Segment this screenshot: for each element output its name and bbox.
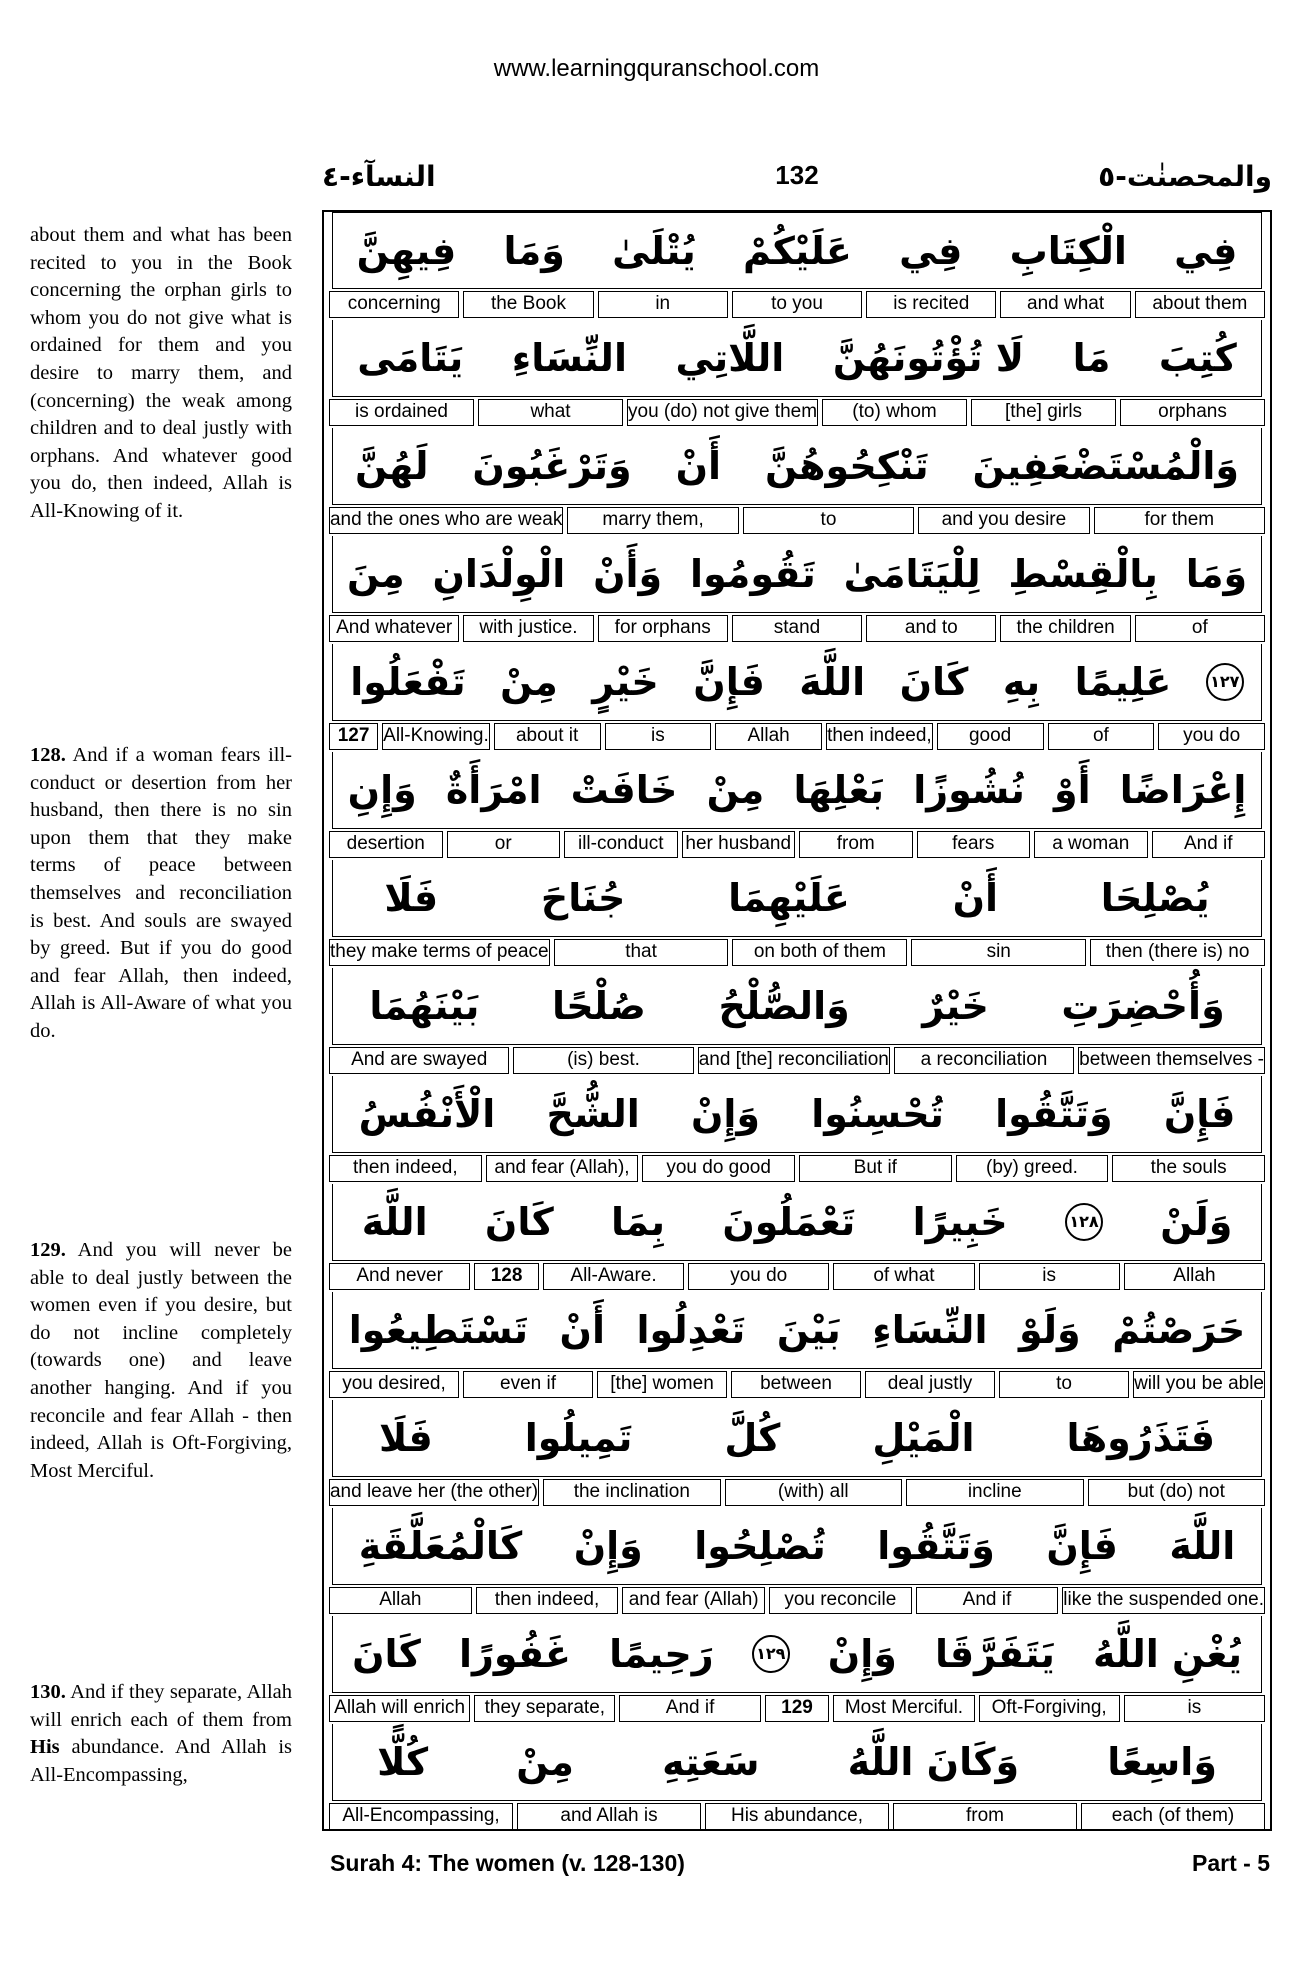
english-gloss-line [327,291,1267,318]
english-gloss: All-Knowing. [382,723,490,750]
english-gloss: and Allah is [517,1803,701,1830]
english-gloss: you do [688,1263,829,1290]
arabic-line [332,536,1262,613]
arabic-word: كَالْمُعَلَّقَةِ [358,1524,523,1568]
arabic-word: بِالْقِسْطِ [1008,552,1158,596]
english-gloss: then indeed, [476,1587,619,1614]
ayah-marker: ١٢٩ [752,1635,790,1673]
english-gloss: ill-conduct [564,831,678,858]
arabic-word: أَنْ [952,876,999,920]
arabic-word: تُصْلِحُوا [694,1524,826,1568]
english-gloss: to [743,507,914,534]
translation-paragraph-128: 128. And if a woman fears ill-conduct or desertion from her husband, then there is no sin upon them that they make terms of peace between themselves and reconciliation is best. And souls are swayed by greed. But if you do good and fear Allah, then indeed, Allah is All-Aware of what you do. [30,744,292,1042]
arabic-word: وَأَنْ [593,552,663,596]
arabic-word: بَيْنَ [776,1308,841,1352]
arabic-word: اللَّهَ [799,660,866,704]
verse-row [324,1616,1270,1724]
english-gloss: or [447,831,561,858]
arabic-word: الْكِتَابِ [1009,228,1127,273]
english-gloss: and fear (Allah), [486,1155,639,1182]
english-gloss: good [937,723,1044,750]
arabic-word: فِيهِنَّ [356,228,457,273]
english-gloss: concerning [329,291,459,318]
arabic-word: مَا [1072,336,1111,380]
arabic-line [332,1076,1262,1153]
arabic-word: يُغْنِ اللَّهُ [1092,1632,1242,1676]
english-gloss: then (there is) no [1090,939,1265,966]
arabic-word: تَعْمَلُونَ [722,1200,856,1244]
english-gloss: they make terms of peace [329,939,550,966]
english-gloss: All-Encompassing, [329,1803,513,1830]
arabic-word: لَا تُؤْتُونَهُنَّ [832,336,1025,380]
arabic-word: وَتَتَّقُوا [995,1092,1113,1136]
english-gloss: each (of them) [1081,1803,1265,1830]
english-gloss: (by) greed. [956,1155,1109,1182]
ayah-marker: ١٢٨ [1065,1203,1103,1241]
arabic-line [332,752,1262,829]
verse-row [324,752,1270,860]
english-gloss-line [327,615,1267,642]
english-gloss-line [327,939,1267,966]
english-gloss: Allah [1124,1263,1265,1290]
english-gloss: on both of them [732,939,907,966]
arabic-word: إِعْرَاضًا [1119,768,1247,812]
arabic-word: اللَّهَ [1169,1524,1236,1568]
arabic-word: وَالْمُسْتَضْعَفِينَ [972,444,1240,488]
arabic-word: أَوْ [1054,768,1091,812]
arabic-word: اللَّهَ [361,1200,428,1244]
arabic-word: كُتِبَ [1158,336,1237,380]
verse-row [324,1400,1270,1508]
arabic-word: مِنَ [346,552,405,596]
footer-surah: Surah 4: The women (v. 128-130) [330,1850,685,1876]
arabic-word: كُلَّ [724,1416,781,1460]
arabic-word: لَهُنَّ [354,444,429,488]
english-gloss: a woman [1034,831,1148,858]
english-gloss: then indeed, [329,1155,482,1182]
arabic-word: امْرَأَةٌ [445,768,542,812]
english-gloss: you (do) not give them [627,399,818,426]
arabic-word: بَيْنَهُمَا [369,984,480,1028]
english-gloss: But if [799,1155,952,1182]
verse-row [324,860,1270,968]
english-gloss: And are swayed [329,1047,509,1074]
arabic-word: تَنْكِحُوهُنَّ [764,444,929,488]
arabic-line [332,1184,1262,1261]
arabic-word: أَنْ [559,1308,606,1352]
english-gloss: for orphans [598,615,728,642]
verse-row [324,1724,1270,1832]
english-gloss: (to) whom [822,399,967,426]
english-gloss: [the] girls [971,399,1116,426]
arabic-word: فَلَا [384,876,439,920]
english-gloss: And if [1152,831,1266,858]
arabic-word: النِّسَاءِ [872,1308,988,1352]
arabic-word: الْمَيْلِ [872,1416,975,1460]
arabic-word: فِي [899,228,963,273]
english-gloss: a reconciliation [894,1047,1074,1074]
english-gloss: incline [906,1479,1083,1506]
english-gloss-line [327,1803,1267,1830]
english-gloss: of [1048,723,1155,750]
verse-row [324,1184,1270,1292]
arabic-word: حَرَصْتُمْ [1112,1308,1246,1352]
english-gloss: about them [1135,291,1265,318]
arabic-line [332,1400,1262,1477]
arabic-word: وَإِنْ [690,1092,761,1136]
english-gloss: 129 [765,1695,830,1722]
verse-row [324,644,1270,752]
arabic-word: الْأَنْفُسُ [358,1092,496,1136]
english-gloss: that [554,939,729,966]
arabic-word: فَإِنَّ [693,660,765,704]
english-gloss: [the] women [597,1371,727,1398]
arabic-word: يُصْلِحَا [1100,876,1210,920]
arabic-word: اللَّاتِي [675,336,785,380]
english-gloss: you desired, [329,1371,459,1398]
english-gloss: the inclination [543,1479,720,1506]
english-gloss: what [478,399,623,426]
page-header [322,160,1272,200]
english-gloss-line [327,1155,1267,1182]
arabic-word: تَمِيلُوا [524,1416,633,1460]
english-gloss: the Book [463,291,593,318]
arabic-word: خَافَتْ [570,768,678,812]
english-gloss: Allah [715,723,822,750]
arabic-word: بِهِ [1002,660,1041,704]
english-gloss: (is) best. [513,1047,693,1074]
english-gloss-line [327,1263,1267,1290]
arabic-line [332,212,1262,289]
translation-paragraph-130: 130. And if they separate, Allah will enrich each of them from His abundance. And Allah is All-Encompassing, [30,1681,293,1786]
english-gloss: sin [911,939,1086,966]
arabic-word: الْوِلْدَانِ [432,552,566,596]
arabic-word: كُلًّا [377,1740,429,1784]
arabic-line [332,1292,1262,1369]
english-gloss: between [731,1371,861,1398]
english-gloss: from [799,831,913,858]
arabic-word: أَنْ [675,444,722,488]
arabic-line [332,1508,1262,1585]
arabic-word: بَعْلِهَا [793,768,885,812]
arabic-word: النِّسَاءِ [511,336,627,380]
arabic-line [332,428,1262,505]
page-number: 132 [775,160,819,190]
juz-name: والمحصنٰت-٥ [1098,160,1272,193]
english-gloss: is [605,723,712,750]
english-gloss: orphans [1120,399,1265,426]
arabic-word: رَحِيمًا [609,1632,714,1676]
english-gloss: is [979,1263,1120,1290]
english-gloss: but (do) not [1088,1479,1265,1506]
english-gloss: deal justly [865,1371,995,1398]
arabic-word: فَتَذَرُوهَا [1066,1416,1216,1460]
english-gloss: the children [1000,615,1130,642]
arabic-word: فَلَا [379,1416,433,1460]
english-gloss: Oft-Forgiving, [979,1695,1120,1722]
arabic-word: صُلْحًا [552,984,646,1028]
english-gloss-line [327,1047,1267,1074]
english-gloss: and you desire [918,507,1089,534]
arabic-word: نُشُوزًا [913,768,1025,812]
arabic-word: الشُّحَّ [546,1092,640,1136]
ayah-marker: ١٢٧ [1206,663,1244,701]
arabic-word: فَإِنَّ [1163,1092,1236,1136]
english-gloss-line [327,1371,1267,1398]
verse-row [324,1076,1270,1184]
arabic-word: وَاسِعًا [1107,1740,1217,1784]
verse-row [324,320,1270,428]
english-gloss: stand [732,615,862,642]
english-gloss: with justice. [463,615,593,642]
english-gloss-line [327,1587,1267,1614]
english-gloss: and to [866,615,996,642]
arabic-word: يَتَامَى [357,336,464,380]
word-by-word-grid [322,210,1272,1831]
arabic-word: وَمَا [503,228,565,273]
english-gloss: Allah will enrich [329,1695,470,1722]
site-url: www.learningquranschool.com [493,55,820,82]
english-gloss: Most Merciful. [833,1695,974,1722]
english-gloss: you do good [642,1155,795,1182]
arabic-word: خَبِيرًا [912,1200,1008,1244]
english-gloss: fears [917,831,1031,858]
arabic-word: مِنْ [706,768,765,812]
arabic-word: وَأُحْضِرَتِ [1061,984,1225,1028]
arabic-word: وَلَوْ [1018,1308,1081,1352]
arabic-word: لِلْيَتَامَىٰ [843,552,981,596]
english-gloss: is recited [866,291,996,318]
english-gloss: the souls [1112,1155,1265,1182]
english-gloss: of [1135,615,1265,642]
arabic-word: مِنْ [516,1740,574,1784]
arabic-word: فَإِنَّ [1046,1524,1118,1568]
arabic-word: وَتَرْغَبُونَ [472,444,632,488]
english-gloss: for them [1094,507,1265,534]
page-footer [330,1850,1270,1877]
english-gloss: and fear (Allah) [622,1587,765,1614]
arabic-word: يُتْلَىٰ [612,228,696,273]
arabic-word: غَفُورًا [458,1632,572,1676]
arabic-word: عَلَيْهِمَا [728,876,850,920]
english-gloss: her husband [682,831,796,858]
arabic-word: تَقُومُوا [689,552,816,596]
english-gloss: about it [494,723,601,750]
english-gloss: marry them, [567,507,738,534]
arabic-word: جُنَاحَ [540,876,626,920]
english-gloss: you do [1158,723,1265,750]
english-gloss: you reconcile [769,1587,912,1614]
arabic-word: سَعَتِهِ [662,1740,760,1784]
arabic-word: تَسْتَطِيعُوا [348,1308,529,1352]
arabic-word: وَإِنْ [827,1632,897,1676]
english-gloss: and leave her (the other) [329,1479,539,1506]
arabic-word: وَالصُّلْحُ [718,984,850,1028]
english-gloss: desertion [329,831,443,858]
english-gloss: even if [463,1371,593,1398]
arabic-line [332,860,1262,937]
arabic-word: بِمَا [611,1200,666,1244]
arabic-word: تَعْدِلُوا [636,1308,746,1352]
verse-row [324,1508,1270,1616]
verse-row [324,1292,1270,1400]
english-gloss-line [327,1695,1267,1722]
arabic-word: مِنْ [500,660,558,704]
arabic-word: كَانَ [899,660,969,704]
arabic-word: وَتَتَّقُوا [877,1524,995,1568]
footer-part: Part - 5 [1192,1850,1270,1876]
english-gloss: And if [619,1695,760,1722]
verse-row [324,536,1270,644]
translation-paragraph-129: 129. And you will never be able to deal justly between the women even if you desire, but do not incline completely (towards one) and leave another hanging. And if you reconcile and fear Allah - then indeed, Allah is Oft-Forgiving, Most Merciful. [30,1239,292,1482]
arabic-word: يَتَفَرَّقَا [934,1632,1055,1676]
english-gloss: is [1124,1695,1265,1722]
english-gloss: And whatever [329,615,459,642]
arabic-line [332,1724,1262,1801]
english-gloss: between themselves - [1078,1047,1265,1074]
arabic-word: عَلِيمًا [1074,660,1172,704]
english-gloss: (with) all [725,1479,902,1506]
english-gloss: And if [916,1587,1059,1614]
arabic-word: وَكَانَ اللَّهُ [847,1740,1020,1784]
english-gloss: His abundance, [705,1803,889,1830]
english-gloss: is ordained [329,399,474,426]
translation-paragraph-127: about them and what has been recited to you in the Book concerning the orphan girls to whom you do not give what is ordained for them and you desire to marry them, and (concerning) the weak among children and to deal justly with orphans. And whatever good you do, then indeed, Allah is All-Knowing of it. [30,224,292,522]
arabic-line [332,644,1262,721]
english-gloss: and the ones who are weak [329,507,563,534]
arabic-word: كَانَ [484,1200,554,1244]
verse-row [324,428,1270,536]
english-gloss: and [the] reconciliation [698,1047,890,1074]
arabic-word: وَإِنْ [573,1524,643,1568]
english-gloss: from [893,1803,1077,1830]
arabic-word: تُحْسِنُوا [811,1092,944,1136]
english-gloss: All-Aware. [543,1263,684,1290]
english-gloss-line [327,831,1267,858]
english-gloss-line [327,1479,1267,1506]
verse-row [324,968,1270,1076]
arabic-word: وَمَا [1185,552,1248,596]
surah-name: النسآء-٤ [322,160,436,193]
verse-row [324,212,1270,320]
arabic-word: خَيْرٌ [922,984,989,1028]
arabic-word: وَإِنِ [347,768,417,812]
english-gloss: they separate, [474,1695,615,1722]
english-gloss: to you [732,291,862,318]
english-gloss: in [598,291,728,318]
english-gloss: to [999,1371,1129,1398]
english-gloss-line [327,399,1267,426]
arabic-word: عَلَيْكُمْ [743,228,852,273]
arabic-word: فِي [1174,228,1238,273]
english-gloss: like the suspended one. [1062,1587,1265,1614]
english-gloss: 127 [329,723,378,750]
arabic-word: خَيْرٍ [592,660,659,704]
english-gloss-line [327,507,1267,534]
english-gloss: and what [1000,291,1130,318]
english-gloss: of what [833,1263,974,1290]
arabic-line [332,968,1262,1045]
english-gloss-line [327,723,1267,750]
arabic-word: تَفْعَلُوا [350,660,466,704]
arabic-word: كَانَ [352,1632,421,1676]
english-gloss: then indeed, [826,723,933,750]
english-gloss: Allah [329,1587,472,1614]
arabic-line [332,1616,1262,1693]
english-gloss: will you be able [1133,1371,1265,1398]
english-gloss: And never [329,1263,470,1290]
english-gloss: 128 [474,1263,539,1290]
arabic-line [332,320,1262,397]
arabic-word: وَلَنْ [1160,1200,1233,1244]
